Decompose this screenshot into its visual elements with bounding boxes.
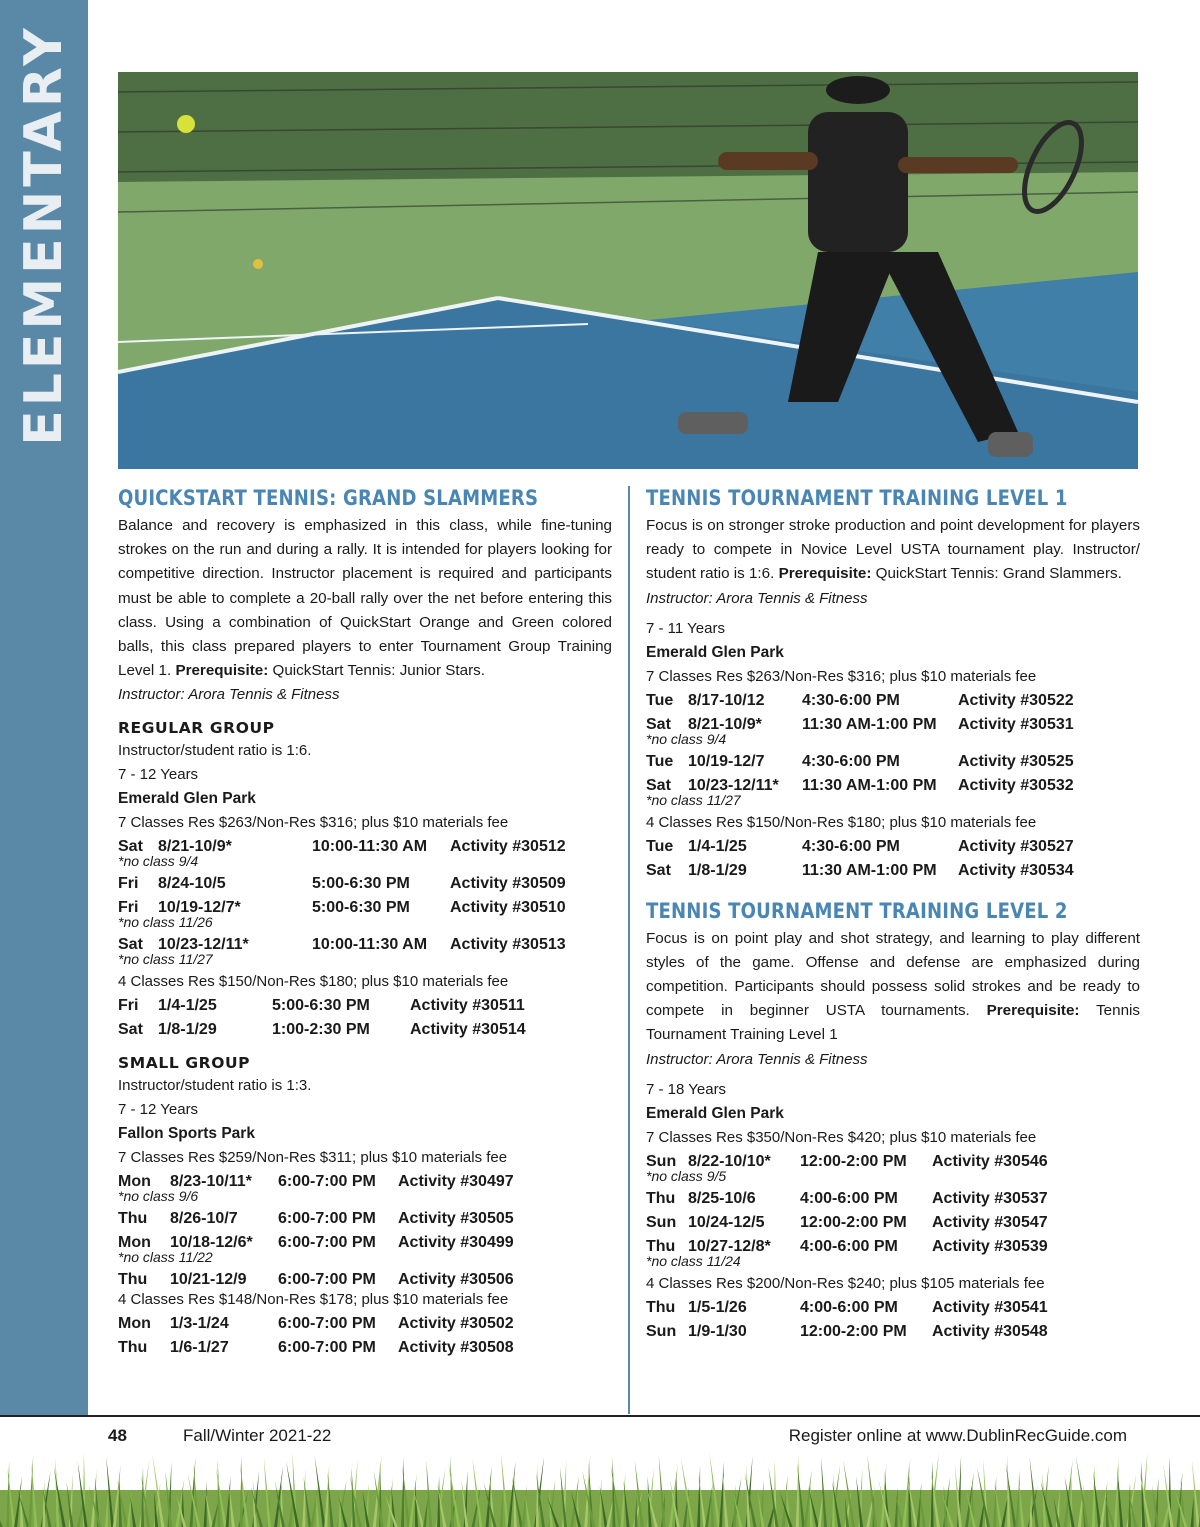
day-cell: Sun [646,1213,677,1231]
time-cell: 4:00-6:00 PM [800,1237,898,1255]
day-cell: Sat [646,776,671,794]
activity-cell: Activity #30525 [958,752,1074,770]
time-cell: 10:00-11:30 AM [312,838,428,856]
day-cell: Mon [118,1173,151,1191]
activity-cell: Activity #30532 [958,776,1074,794]
ages: 7 - 12 Years [118,766,199,784]
prereq-label: Prerequisite: [778,565,872,583]
activity-cell: Activity #30539 [932,1237,1048,1255]
fee: 7 Classes Res $263/Non-Res $316; plus $10 materials fee [646,667,1037,685]
fee: 4 Classes Res $150/Non-Res $180; plus $10 materials fee [118,973,509,991]
day-cell: Tue [646,752,674,770]
schedule-row [646,1320,1140,1344]
dates-cell: 8/17-10/12 [688,691,765,709]
schedule-row [118,1336,612,1360]
dates-cell: 8/25-10/6 [688,1189,756,1207]
day-cell: Sun [646,1152,677,1170]
day-cell: Sat [646,715,671,733]
day-cell: Fri [118,997,139,1015]
fee: 7 Classes Res $263/Non-Res $316; plus $10 materials fee [118,814,509,832]
schedule-note: *no class 11/27 [118,951,213,968]
dates-cell: 1/5-1/26 [688,1298,747,1316]
schedule-row [646,750,1140,774]
activity-cell: Activity #30527 [958,837,1074,855]
dates-cell: 10/23-12/11* [158,936,249,954]
schedule-row [646,1211,1140,1235]
dates-cell: 10/18-12/6* [170,1234,253,1252]
time-cell: 6:00-7:00 PM [278,1210,376,1228]
schedule-row [646,1187,1140,1211]
subheading: SMALL GROUP [118,1054,251,1073]
day-cell: Sat [646,861,671,879]
day-cell: Mon [118,1315,151,1333]
schedule-row [646,689,1140,713]
instructor: Instructor: Arora Tennis & Fitness [118,686,340,704]
page-number: 48 [108,1426,127,1445]
activity-cell: Activity #30514 [410,1021,526,1039]
ages: 7 - 12 Years [118,1101,199,1119]
schedule-note: *no class 11/22 [118,1249,213,1266]
prereq-label: Prerequisite: [175,662,269,680]
section-title: QUICKSTART TENNIS: GRAND SLAMMERS [118,486,539,510]
tennis-photo [118,72,1138,469]
time-cell: 4:30-6:00 PM [802,752,900,770]
dates-cell: 10/19-12/7* [158,899,241,917]
day-cell: Thu [646,1298,676,1316]
activity-cell: Activity #30547 [932,1213,1048,1231]
activity-cell: Activity #30537 [932,1189,1048,1207]
ages: 7 - 11 Years [646,619,725,637]
footer-register-link[interactable]: Register online at www.DublinRecGuide.com [788,1426,1127,1445]
schedule-row [646,835,1140,859]
schedule-note: *no class 9/4 [646,730,727,747]
prereq-value: Tennis Tournament Training Level 1 [646,1002,1140,1044]
section-description [646,927,1140,1048]
schedule-table [118,835,612,966]
fee: 7 Classes Res $259/Non-Res $311; plus $10 materials fee [118,1149,508,1167]
activity-cell: Activity #30522 [958,691,1074,709]
dates-cell: 8/23-10/11* [170,1173,252,1191]
dates-cell: 10/27-12/8* [688,1237,771,1255]
sidebar-band [0,0,88,1415]
dates-cell: 8/22-10/10* [688,1152,771,1170]
schedule-row [118,1312,612,1336]
day-cell: Sun [646,1322,677,1340]
activity-cell: Activity #30541 [932,1298,1048,1316]
dates-cell: 10/19-12/7 [688,752,765,770]
activity-cell: Activity #30506 [398,1271,514,1289]
park: Emerald Glen Park [646,1104,784,1122]
schedule-row [118,994,612,1018]
activity-cell: Activity #30513 [450,936,566,954]
time-cell: 4:00-6:00 PM [800,1298,898,1316]
time-cell: 10:00-11:30 AM [312,936,428,954]
time-cell: 11:30 AM-1:00 PM [802,776,937,794]
activity-cell: Activity #30508 [398,1339,514,1357]
schedule-row [118,1018,612,1042]
activity-cell: Activity #30510 [450,899,566,917]
time-cell: 5:00-6:30 PM [312,899,410,917]
time-cell: 12:00-2:00 PM [800,1152,907,1170]
activity-cell: Activity #30534 [958,861,1074,879]
day-cell: Sat [118,936,143,954]
ratio: Instructor/student ratio is 1:6. [118,742,312,760]
subheading: REGULAR GROUP [118,719,275,738]
day-cell: Fri [118,899,139,917]
activity-cell: Activity #30512 [450,838,566,856]
day-cell: Fri [118,875,139,893]
prereq-value: QuickStart Tennis: Grand Slammers. [871,565,1122,583]
day-cell: Thu [118,1339,148,1357]
time-cell: 11:30 AM-1:00 PM [802,861,937,879]
sidebar-label: ELEMENTARY [14,24,74,446]
time-cell: 6:00-7:00 PM [278,1271,376,1289]
schedule-note: *no class 9/5 [646,1167,727,1184]
fee: 7 Classes Res $350/Non-Res $420; plus $10 materials fee [646,1128,1037,1146]
footer-season: Fall/Winter 2021-22 [183,1426,332,1445]
schedule-row [118,1207,612,1231]
description-text: Focus is on point play and shot strategy, and learning to play different styles of the game. Offense and defense are emphasized during competition. Participants should possess solid strokes and be ready to compete in beginner USTA tournaments. [646,929,1140,1020]
instructor: Instructor: Arora Tennis & Fitness [646,1050,868,1068]
time-cell: 5:00-6:30 PM [312,875,410,893]
activity-cell: Activity #30509 [450,875,566,893]
dates-cell: 10/23-12/11* [688,776,779,794]
time-cell: 4:00-6:00 PM [800,1189,898,1207]
activity-cell: Activity #30497 [398,1173,514,1191]
left-column [118,486,612,1360]
schedule-note: *no class 9/4 [118,853,199,870]
activity-cell: Activity #30531 [958,715,1074,733]
schedule-row [646,859,1140,883]
activity-cell: Activity #30546 [932,1152,1048,1170]
ratio: Instructor/student ratio is 1:3. [118,1077,312,1095]
dates-cell: 10/21-12/9 [170,1271,247,1289]
day-cell: Thu [646,1189,676,1207]
schedule-note: *no class 11/27 [646,791,741,808]
dates-cell: 1/3-1/24 [170,1315,229,1333]
park: Emerald Glen Park [646,643,784,661]
time-cell: 4:30-6:00 PM [802,837,900,855]
day-cell: Thu [118,1271,148,1289]
right-column [646,486,1140,1344]
day-cell: Thu [646,1237,676,1255]
dates-cell: 1/4-1/25 [688,837,747,855]
activity-cell: Activity #30505 [398,1210,514,1228]
schedule-table [118,994,612,1042]
time-cell: 6:00-7:00 PM [278,1173,376,1191]
day-cell: Tue [646,837,674,855]
activity-cell: Activity #30499 [398,1234,514,1252]
time-cell: 12:00-2:00 PM [800,1213,907,1231]
schedule-table [646,1296,1140,1344]
park: Fallon Sports Park [118,1125,255,1143]
day-cell: Sat [118,1021,143,1039]
time-cell: 6:00-7:00 PM [278,1339,376,1357]
day-cell: Thu [118,1210,148,1228]
time-cell: 12:00-2:00 PM [800,1322,907,1340]
fee: 4 Classes Res $200/Non-Res $240; plus $105 materials fee [646,1274,1045,1292]
activity-cell: Activity #30502 [398,1315,514,1333]
dates-cell: 1/8-1/29 [688,861,747,879]
schedule-table [646,835,1140,883]
section-description [118,514,612,683]
dates-cell: 10/24-12/5 [688,1213,765,1231]
day-cell: Tue [646,691,674,709]
fee: 4 Classes Res $150/Non-Res $180; plus $10 materials fee [646,813,1037,831]
park: Emerald Glen Park [118,790,256,808]
dates-cell: 1/8-1/29 [158,1021,217,1039]
prereq-label: Prerequisite: [986,1002,1080,1020]
ages: 7 - 18 Years [646,1080,727,1098]
schedule-row [118,872,612,896]
description-text: Balance and recovery is emphasized in this class, while fine-tuning strokes on the run and during a rally. It is intended for players looking for competitive direction. Instructor placement is required and participants must be able to complete a 20-ball rally over the net before entering this class. Using a combination of QuickStart Orange and Green colored balls, this class prepared players to enter Tournament Group Training Level 1. [118,517,612,680]
dates-cell: 8/21-10/9* [158,838,232,856]
section-title: TENNIS TOURNAMENT TRAINING LEVEL 2 [646,898,1068,923]
time-cell: 1:00-2:30 PM [272,1021,370,1039]
dates-cell: 8/21-10/9* [688,715,762,733]
time-cell: 6:00-7:00 PM [278,1315,376,1333]
day-cell: Mon [118,1234,151,1252]
time-cell: 4:30-6:00 PM [802,691,900,709]
time-cell: 11:30 AM-1:00 PM [802,715,937,733]
schedule-note: *no class 11/26 [118,914,213,931]
activity-cell: Activity #30548 [932,1322,1048,1340]
day-cell: Sat [118,838,143,856]
schedule-table [646,1150,1140,1268]
description-text: Focus is on stronger stroke production and point development for players ready to compete in Novice Level USTA tournament play. Instructor/ student ratio is 1:6. [646,517,1140,583]
dates-cell: 8/24-10/5 [158,875,226,893]
time-cell: 5:00-6:30 PM [272,997,370,1015]
dates-cell: 8/26-10/7 [170,1210,238,1228]
prereq-value: QuickStart Tennis: Junior Stars. [268,662,485,680]
tennis-court-illustration [118,72,1138,469]
instructor: Instructor: Arora Tennis & Fitness [646,589,868,607]
dates-cell: 1/6-1/27 [170,1339,229,1357]
schedule-table [118,1312,612,1360]
time-cell: 6:00-7:00 PM [278,1234,376,1252]
section-title: TENNIS TOURNAMENT TRAINING LEVEL 1 [646,486,1068,510]
column-divider [628,486,630,1414]
dates-cell: 1/4-1/25 [158,997,217,1015]
fee: 4 Classes Res $148/Non-Res $178; plus $10 materials fee [118,1291,509,1309]
grass-decoration [0,1450,1200,1527]
schedule-table [118,1170,612,1292]
schedule-table [646,689,1140,807]
schedule-note: *no class 11/24 [646,1252,741,1269]
activity-cell: Activity #30511 [410,997,525,1015]
dates-cell: 1/9-1/30 [688,1322,747,1340]
schedule-row [646,1296,1140,1320]
section-description [646,514,1140,587]
footer-rule [0,1415,1200,1417]
schedule-note: *no class 9/6 [118,1188,199,1205]
